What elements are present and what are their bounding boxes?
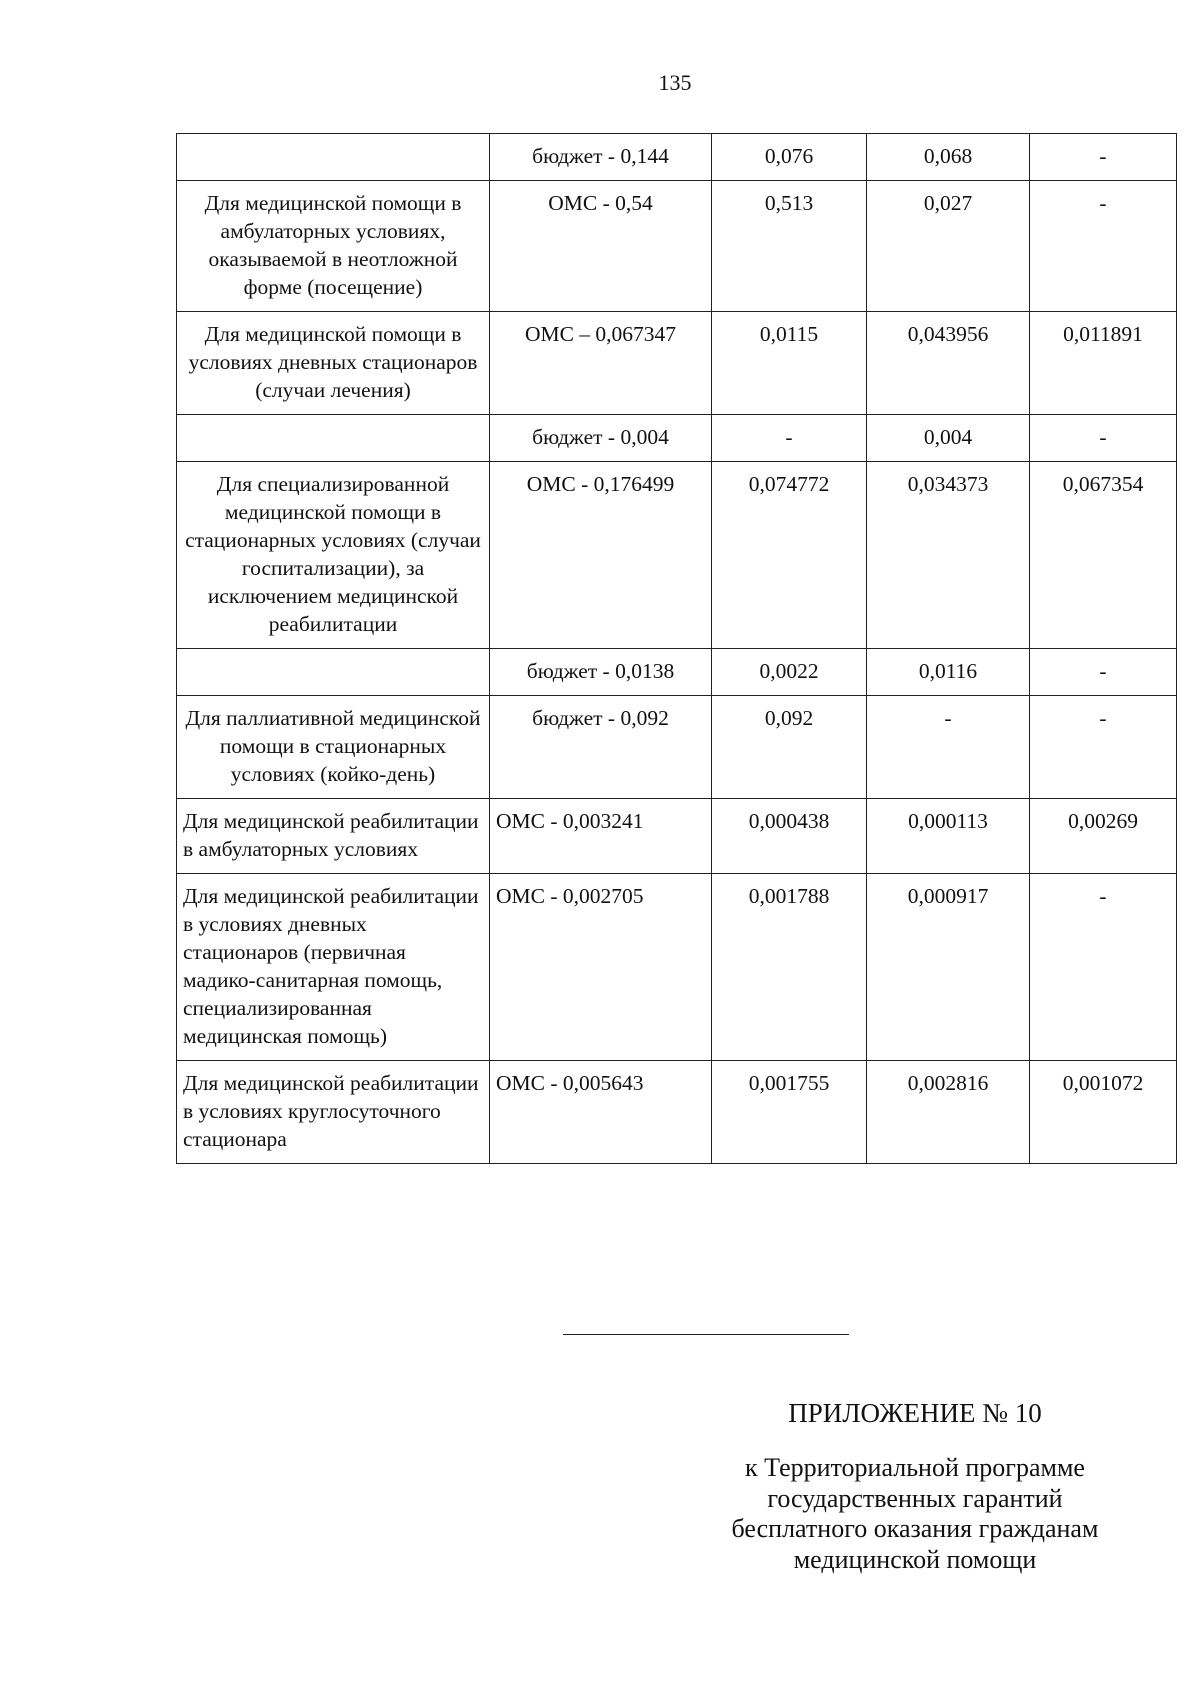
- row-total-value: ОМС - 0,54: [490, 181, 712, 312]
- table-row: [177, 134, 1177, 181]
- row-value-col-2: 0,027: [867, 181, 1030, 312]
- row-value-col-3: -: [1030, 696, 1177, 799]
- row-value-col-2: -: [867, 696, 1030, 799]
- appendix-subtitle-line: государственных гарантий: [767, 1483, 1063, 1513]
- row-value-col-3: -: [1030, 874, 1177, 1061]
- row-total-value: бюджет - 0,0138: [490, 649, 712, 696]
- row-total-value: ОМС - 0,002705: [490, 874, 712, 1061]
- row-value-col-2: 0,002816: [867, 1061, 1030, 1164]
- table-row: [177, 415, 1177, 462]
- row-value-col-2: 0,043956: [867, 312, 1030, 415]
- row-total-value: ОМС - 0,176499: [490, 462, 712, 649]
- page-number: 135: [658, 70, 692, 95]
- indicators-table: [176, 133, 1177, 1164]
- row-value-col-3: -: [1030, 134, 1177, 181]
- row-value-col-3: -: [1030, 181, 1177, 312]
- row-value-col-3: -: [1030, 649, 1177, 696]
- row-value-col-1: 0,513: [712, 181, 867, 312]
- row-description: Для специализированной медицинской помощи в стационарных условиях (случаи госпитализации), за исключением медицинской реабилитации: [177, 462, 490, 649]
- row-description: [177, 649, 490, 696]
- row-total-value: ОМС - 0,005643: [490, 1061, 712, 1164]
- row-value-col-1: 0,000438: [712, 799, 867, 874]
- row-value-col-1: 0,092: [712, 696, 867, 799]
- table-row: [177, 181, 1177, 312]
- table-row: [177, 649, 1177, 696]
- row-description: Для медицинской реабилитации в амбулаторных условиях: [177, 799, 490, 874]
- row-value-col-1: 0,001788: [712, 874, 867, 1061]
- row-value-col-2: 0,000917: [867, 874, 1030, 1061]
- row-value-col-1: 0,001755: [712, 1061, 867, 1164]
- row-value-col-3: -: [1030, 415, 1177, 462]
- row-description: Для медицинской помощи в амбулаторных условиях, оказываемой в неотложной форме (посещение): [177, 181, 490, 312]
- table-row: [177, 462, 1177, 649]
- row-description: [177, 134, 490, 181]
- row-value-col-2: 0,004: [867, 415, 1030, 462]
- table-body: [177, 134, 1177, 1164]
- row-description: Для медицинской реабилитации в условиях круглосуточного стационара: [177, 1061, 490, 1164]
- table-row: [177, 312, 1177, 415]
- row-value-col-3: 0,011891: [1030, 312, 1177, 415]
- table-row: [177, 874, 1177, 1061]
- row-value-col-1: -: [712, 415, 867, 462]
- appendix-title: ПРИЛОЖЕНИЕ № 10: [788, 1398, 1042, 1428]
- row-value-col-1: 0,0022: [712, 649, 867, 696]
- table-row: [177, 1061, 1177, 1164]
- row-value-col-2: 0,000113: [867, 799, 1030, 874]
- table-row: [177, 799, 1177, 874]
- appendix-subtitle-line: бесплатного оказания гражданам: [731, 1514, 1099, 1543]
- row-description: Для паллиативной медицинской помощи в стационарных условиях (койко-день): [177, 696, 490, 799]
- row-value-col-3: 0,067354: [1030, 462, 1177, 649]
- row-value-col-3: 0,001072: [1030, 1061, 1177, 1164]
- row-value-col-1: 0,074772: [712, 462, 867, 649]
- row-description: [177, 415, 490, 462]
- row-description: Для медицинской помощи в условиях дневных стационаров (случаи лечения): [177, 312, 490, 415]
- row-value-col-2: 0,034373: [867, 462, 1030, 649]
- table-row: [177, 696, 1177, 799]
- appendix-subtitle-line: медицинской помощи: [793, 1544, 1037, 1574]
- separator-line: [563, 1334, 849, 1335]
- appendix-subtitle: [690, 1453, 1140, 1575]
- row-value-col-2: 0,068: [867, 134, 1030, 181]
- row-total-value: бюджет - 0,144: [490, 134, 712, 181]
- row-total-value: бюджет - 0,004: [490, 415, 712, 462]
- row-description: Для медицинской реабилитации в условиях дневных стационаров (первичная мадико-санитарная помощь, специализированная медицинская помощь): [177, 874, 490, 1061]
- row-total-value: ОМС – 0,067347: [490, 312, 712, 415]
- row-value-col-1: 0,0115: [712, 312, 867, 415]
- row-total-value: бюджет - 0,092: [490, 696, 712, 799]
- appendix-subtitle-line: к Территориальной программе: [745, 1453, 1085, 1482]
- row-value-col-3: 0,00269: [1030, 799, 1177, 874]
- row-value-col-1: 0,076: [712, 134, 867, 181]
- row-total-value: ОМС - 0,003241: [490, 799, 712, 874]
- row-value-col-2: 0,0116: [867, 649, 1030, 696]
